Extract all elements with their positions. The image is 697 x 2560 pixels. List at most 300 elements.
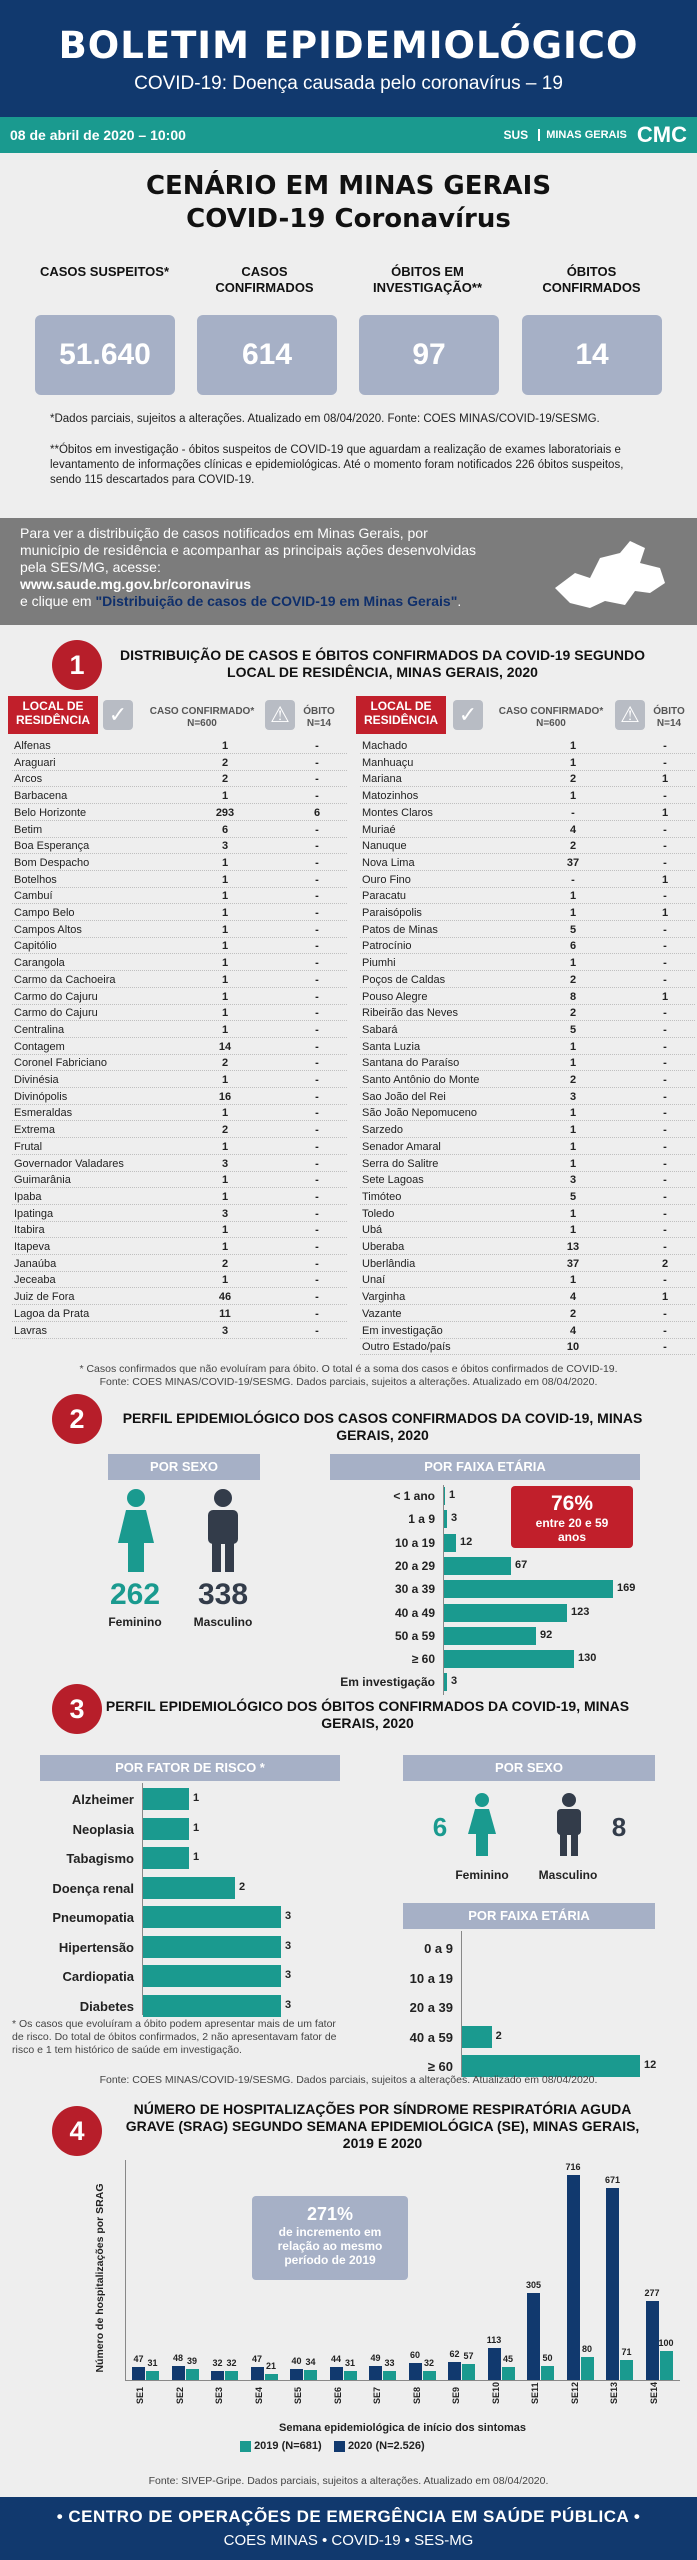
bar-value: 716: [565, 2162, 581, 2172]
row-deaths: -: [315, 907, 319, 919]
header: [0, 0, 697, 117]
row-deaths: -: [315, 840, 319, 853]
row-municipality: Mariana: [362, 773, 402, 786]
row-deaths: -: [315, 1257, 319, 1270]
row-municipality: Itapeva: [14, 1241, 51, 1253]
table-row: [12, 873, 347, 888]
bar: [211, 2371, 224, 2380]
section-1-number: 1: [52, 640, 102, 690]
section-1-title: DISTRIBUIÇÃO DE CASOS E ÓBITOS CONFIRMADOS DA COVID-19 SEGUNDO LOCAL DE RESIDÊNCIA, MINAS GERAIS, 2020: [119, 647, 646, 680]
row-deaths: -: [315, 890, 319, 903]
row-municipality: Alfenas: [14, 740, 51, 752]
bar-value: 12: [460, 1535, 473, 1548]
row-municipality: Divinópolis: [14, 1090, 68, 1103]
table-row: [12, 1207, 347, 1222]
bar-value: 305: [525, 2279, 542, 2290]
bar: [581, 2357, 594, 2380]
row-deaths: 6: [313, 806, 321, 819]
table-row: [12, 1190, 347, 1205]
row-cases: 1: [221, 990, 229, 1003]
row-cases: 1: [221, 940, 229, 953]
sec4-legend: [240, 2440, 560, 2452]
row-cases: 3: [569, 1090, 577, 1103]
sus-logo: SUS: [503, 128, 529, 142]
row-cases: 1: [221, 873, 229, 886]
tick-label: SE10: [490, 2381, 501, 2404]
table-row: [12, 1290, 347, 1305]
row-cases: 3: [221, 1207, 229, 1220]
table-right-header-local: LOCAL DE RESIDÊNCIA: [356, 696, 446, 734]
row-municipality: Carmo do Cajuru: [14, 1007, 98, 1020]
sec2-female-count: 262: [109, 1578, 161, 1611]
bar: [143, 1847, 189, 1869]
sec3-risk-title: POR FATOR DE RISCO *: [40, 1755, 340, 1781]
bar: [444, 1534, 456, 1552]
row-deaths: -: [315, 756, 319, 769]
row-deaths: -: [663, 1124, 667, 1137]
row-municipality: Toledo: [362, 1207, 395, 1220]
row-municipality: Paracatu: [362, 890, 407, 903]
row-municipality: Sabará: [362, 1023, 398, 1036]
row-deaths: -: [315, 1007, 319, 1020]
bar: [444, 1604, 567, 1622]
row-municipality: Cambuí: [14, 890, 53, 903]
row-cases: 6: [221, 823, 229, 836]
row-municipality: Boa Esperança: [14, 840, 90, 853]
row-cases: 2: [569, 840, 577, 853]
row-deaths: -: [315, 940, 319, 953]
table-row: [360, 1207, 695, 1222]
row-cases: 2: [221, 1124, 229, 1137]
bar: [444, 1580, 613, 1598]
row-deaths: -: [663, 1224, 667, 1237]
row-municipality: Ribeirão das Neves: [362, 1007, 458, 1020]
bar: [462, 2364, 475, 2380]
sec2-female-label: Feminino: [108, 1615, 162, 1629]
bar: [444, 1673, 447, 1691]
sec3-source: Fonte: COES MINAS/COVID-19/SESMG. Dados parciais, sujeitos a alterações. Atualizado em 08/04/2020.: [99, 2074, 598, 2086]
table-row: [360, 1006, 695, 1021]
bar: [330, 2367, 343, 2380]
row-cases: 37: [566, 856, 580, 869]
bar-value: 71: [621, 2346, 632, 2357]
female-icon: [465, 1792, 499, 1858]
row-deaths: -: [315, 873, 319, 886]
section-3-title: PERFIL EPIDEMIOLÓGICO DOS ÓBITOS CONFIRMADOS DA COVID-19, MINAS GERAIS, 2020: [105, 1698, 630, 1731]
row-municipality: Capitólio: [14, 940, 57, 953]
section-1-source: Fonte: COES MINAS/COVID-19/SESMG. Dados parciais, sujeitos a alterações. Atualizado em 08/04/2020.: [99, 1376, 598, 1388]
table-row: [360, 973, 695, 988]
row-municipality: Divinésia: [14, 1074, 59, 1086]
row-deaths: -: [315, 1040, 319, 1053]
row-municipality: Barbacena: [14, 790, 68, 803]
row-municipality: Ouro Fino: [362, 873, 411, 886]
bar: [444, 1487, 445, 1505]
row-deaths: -: [663, 1174, 667, 1187]
table-row: [360, 1090, 695, 1105]
bar: [541, 2366, 554, 2380]
table-row: [12, 856, 347, 871]
bar: [290, 2369, 303, 2380]
bar-label: 40 a 59: [409, 2029, 453, 2045]
table-row: [360, 1056, 695, 1071]
row-deaths: -: [315, 1324, 319, 1337]
row-cases: 1: [569, 1207, 577, 1220]
bar-value: 1: [193, 1792, 200, 1804]
bar-label: Alzheimer: [71, 1792, 134, 1807]
row-cases: 1: [569, 1057, 577, 1070]
row-deaths: -: [663, 740, 667, 752]
bar-label: Pneumopatia: [52, 1910, 134, 1925]
stat-label-deaths-confirmed: ÓBITOS CONFIRMADOS: [542, 264, 641, 295]
table-row: [12, 923, 347, 938]
row-municipality: Lagoa da Prata: [14, 1307, 90, 1320]
bar-label: ≥ 60: [427, 2059, 453, 2074]
minas-gerais-map-icon: [545, 533, 675, 613]
row-deaths: -: [315, 1174, 319, 1187]
row-municipality: São João Nepomuceno: [362, 1107, 477, 1120]
row-municipality: Varginha: [362, 1291, 406, 1304]
bar: [143, 1906, 281, 1928]
row-municipality: Santana do Paraíso: [362, 1057, 460, 1070]
legend-label-2019: 2019 (N=681): [254, 2440, 322, 2452]
row-cases: 1: [221, 1007, 229, 1020]
table-row: [12, 1240, 347, 1255]
section-3-number: 3: [52, 1684, 102, 1734]
row-municipality: Machado: [362, 740, 408, 752]
row-municipality: Santo Antônio do Monte: [362, 1074, 480, 1086]
row-cases: 1: [569, 957, 577, 970]
row-municipality: Ipaba: [14, 1190, 42, 1203]
bar: [143, 1818, 189, 1840]
sec2-age-callout: [511, 1486, 633, 1548]
bar-value: 32: [423, 2357, 434, 2368]
table-right-header-cases: CASO CONFIRMADO* N=600: [498, 706, 604, 729]
male-icon: [552, 1792, 586, 1858]
row-deaths: -: [663, 890, 667, 903]
table-row: [12, 889, 347, 904]
row-cases: 3: [221, 840, 229, 853]
bar: [502, 2367, 515, 2380]
table-row: [12, 1073, 347, 1088]
bar-value: 92: [540, 1628, 553, 1641]
row-cases: 1: [221, 1023, 229, 1036]
row-municipality: Belo Horizonte: [14, 806, 87, 819]
bar-value: 45: [502, 2354, 513, 2365]
table-row: [360, 873, 695, 888]
table-row: [12, 1056, 347, 1071]
row-municipality: Nova Lima: [362, 856, 415, 869]
row-municipality: Senador Amaral: [362, 1140, 441, 1153]
table-row: [12, 756, 347, 771]
row-cases: 4: [569, 1291, 577, 1304]
row-cases: 1: [221, 890, 229, 903]
row-cases: 1: [221, 740, 229, 752]
table-row: [12, 939, 347, 954]
row-deaths: -: [663, 1307, 667, 1320]
bar-value: 3: [451, 1675, 458, 1688]
bar-label: 40 a 49: [394, 1605, 435, 1620]
banner-cta-link[interactable]: "Distribuição de casos de COVID-19 em Minas Gerais": [95, 593, 458, 609]
section-4-title: NÚMERO DE HOSPITALIZAÇÕES POR SÍNDROME RESPIRATÓRIA AGUDA GRAVE (SRAG) SEGUNDO SEMANA EPIDEMIOLÓGICA (SE), MINAS GERAIS, 2019 E 2020: [125, 2101, 640, 2151]
row-municipality: Juiz de Fora: [14, 1291, 75, 1304]
row-cases: 2: [569, 973, 577, 986]
row-cases: 11: [219, 1307, 231, 1320]
table-row: [360, 839, 695, 854]
table-row: [360, 789, 695, 804]
row-municipality: Ipatinga: [14, 1207, 54, 1220]
row-deaths: -: [663, 1190, 667, 1203]
row-deaths: 1: [661, 990, 669, 1003]
table-row: [360, 772, 695, 787]
bar-value: 113: [486, 2334, 502, 2345]
row-deaths: 1: [661, 1291, 669, 1304]
row-municipality: Sete Lagoas: [362, 1174, 424, 1187]
row-cases: -: [571, 806, 575, 819]
bar: [444, 1650, 574, 1668]
table-row: [12, 739, 347, 754]
row-deaths: -: [315, 856, 319, 869]
row-deaths: -: [315, 1307, 319, 1320]
table-left-header-local: LOCAL DE RESIDÊNCIA: [8, 696, 98, 734]
bar-label: Hipertensão: [58, 1939, 134, 1955]
sec3-female-label: Feminino: [455, 1868, 509, 1882]
footer: [0, 2497, 697, 2560]
bar-value: 47: [133, 2353, 144, 2364]
bar-value: 80: [581, 2344, 592, 2355]
row-municipality: Timóteo: [362, 1190, 402, 1203]
row-deaths: -: [315, 1274, 319, 1287]
row-cases: 1: [221, 973, 229, 986]
bar: [146, 2371, 159, 2380]
callout-text: entre 20 e 59 anos: [535, 1516, 609, 1544]
row-cases: 14: [218, 1040, 232, 1053]
sec3-female-count: 6: [432, 1812, 448, 1842]
row-cases: 293: [215, 806, 235, 819]
table-row: [360, 906, 695, 921]
row-municipality: Campo Belo: [14, 907, 75, 919]
bar-label: 10 a 19: [394, 1535, 435, 1550]
row-deaths: -: [315, 1107, 319, 1120]
bar-value: 3: [451, 1512, 458, 1525]
bar-value: 62: [449, 2349, 460, 2360]
table-row: [360, 1023, 695, 1038]
row-deaths: -: [315, 1090, 319, 1103]
tick-label: SE1: [135, 2386, 145, 2404]
table-row: [12, 1324, 347, 1339]
row-municipality: Serra do Salitre: [362, 1157, 439, 1170]
row-municipality: Sarzedo: [362, 1124, 403, 1137]
bar-value: 48: [172, 2353, 183, 2364]
stat-value-confirmed: 614: [197, 315, 337, 395]
table-row: [360, 856, 695, 871]
row-cases: 5: [569, 923, 577, 936]
row-municipality: Betim: [14, 823, 43, 836]
row-deaths: -: [663, 1107, 667, 1120]
stat-value-deaths-confirmed: 14: [522, 315, 662, 395]
stat-label-confirmed: CASOS CONFIRMADOS: [215, 264, 314, 295]
row-deaths: -: [663, 840, 667, 853]
callout-percent: 271%: [306, 2204, 354, 2224]
row-deaths: -: [663, 957, 667, 970]
table-row: [12, 1023, 347, 1038]
table-row: [360, 990, 695, 1005]
section-1-footnote: * Casos confirmados que não evoluíram para óbito. O total é a soma dos casos e óbitos confirmados de COVID-19.: [79, 1363, 618, 1375]
bar-value: 44: [330, 2354, 341, 2365]
table-row: [360, 956, 695, 971]
row-cases: 16: [218, 1090, 232, 1103]
bar: [423, 2371, 436, 2380]
bar-value: 1: [449, 1489, 456, 1501]
row-municipality: Pouso Alegre: [362, 990, 428, 1003]
sec2-male-label: Masculino: [193, 1615, 253, 1629]
table-row: [360, 1340, 695, 1355]
bar: [251, 2367, 264, 2380]
female-icon: [113, 1488, 159, 1574]
row-municipality: Sao João del Rei: [362, 1090, 446, 1103]
row-cases: 6: [569, 940, 577, 953]
row-municipality: Arcos: [14, 773, 43, 786]
bar-value: 57: [463, 2350, 474, 2361]
bar: [488, 2348, 501, 2380]
minas-gerais-logo: MINAS GERAIS: [538, 129, 627, 141]
bar-label: 1 a 9: [408, 1512, 435, 1527]
table-row: [12, 1273, 347, 1288]
bar-label: Doença renal: [52, 1880, 134, 1896]
bar-label: Cardiopatia: [62, 1969, 134, 1984]
table-row: [360, 1257, 695, 1272]
sec3-note: * Os casos que evoluíram a óbito podem apresentar mais de um fator de risco. Do total de óbitos confirmados, 2 não apresentavam fator de risco e 1 tem histórico de saúde em investigação.: [12, 2018, 337, 2056]
table-row: [12, 1140, 347, 1155]
scenario-title-2: COVID-19 Coronavírus: [186, 204, 511, 234]
table-row: [360, 806, 695, 821]
check-icon: ✓: [103, 700, 133, 730]
bar-value: 31: [147, 2358, 158, 2369]
row-municipality: Santa Luzia: [362, 1040, 421, 1053]
row-deaths: -: [663, 1057, 667, 1070]
sec4-xlabel: Semana epidemiológica de início dos sintomas: [279, 2422, 526, 2434]
table-row: [360, 1157, 695, 1172]
row-municipality: Outro Estado/país: [362, 1341, 451, 1354]
row-cases: 10: [566, 1341, 580, 1354]
bar-value: 1: [193, 1851, 200, 1863]
row-cases: 5: [569, 1023, 577, 1036]
bar-label: Neoplasia: [72, 1821, 134, 1837]
bar-value: 3: [285, 1939, 292, 1952]
tick-label: SE5: [293, 2386, 303, 2404]
cmc-logo: CMC: [636, 122, 687, 147]
row-deaths: -: [663, 856, 667, 869]
table-row: [12, 1006, 347, 1021]
row-municipality: Carangola: [14, 957, 65, 970]
row-deaths: -: [315, 1140, 319, 1153]
row-municipality: Coronel Fabriciano: [14, 1057, 107, 1070]
bar-value: 123: [571, 1605, 590, 1618]
table-row: [360, 1273, 695, 1288]
sec3-male-label: Masculino: [538, 1868, 598, 1882]
info-banner: [0, 518, 697, 625]
check-icon: ✓: [453, 700, 483, 730]
table-row: [12, 1223, 347, 1238]
bar: [132, 2367, 145, 2380]
bar-label: 10 a 19: [409, 1970, 453, 1986]
bar-value: 130: [578, 1652, 597, 1665]
bar: [527, 2293, 540, 2380]
row-cases: 5: [569, 1190, 577, 1203]
bar-value: 47: [251, 2353, 262, 2364]
row-cases: 1: [221, 1140, 229, 1153]
bar-value: 39: [186, 2355, 197, 2366]
table-row: [12, 1173, 347, 1188]
row-cases: 1: [221, 1190, 229, 1203]
banner-url[interactable]: www.saude.mg.gov.br/coronavirus: [20, 576, 252, 592]
bar-value: 32: [212, 2357, 223, 2368]
scenario-title: [0, 170, 697, 236]
row-municipality: Lavras: [14, 1324, 48, 1337]
bar-label: < 1 ano: [393, 1489, 435, 1503]
bar: [186, 2369, 199, 2380]
row-deaths: -: [663, 1007, 667, 1020]
row-deaths: -: [315, 740, 319, 752]
bar-label: Em investigação: [340, 1675, 435, 1690]
table-row: [12, 1123, 347, 1138]
table-right-header-deaths: ÓBITO N=14: [653, 706, 685, 729]
warning-icon: ⚠: [615, 700, 645, 730]
row-cases: 1: [569, 890, 577, 903]
tick-label: SE14: [648, 2381, 659, 2404]
bar-value: 60: [409, 2349, 420, 2360]
row-municipality: Em investigação: [362, 1324, 443, 1337]
bar: [567, 2175, 580, 2380]
row-deaths: -: [315, 1157, 319, 1170]
row-municipality: Ubá: [362, 1224, 383, 1237]
table-row: [12, 990, 347, 1005]
row-cases: 37: [566, 1257, 580, 1270]
row-municipality: Unaí: [362, 1274, 386, 1287]
legend-swatch-2019: [240, 2441, 251, 2452]
bar-value: 2: [239, 1880, 246, 1893]
bar-label: Tabagismo: [66, 1851, 134, 1866]
table-row: [12, 1090, 347, 1105]
tick-label: SE7: [372, 2386, 382, 2404]
bar: [444, 1510, 447, 1528]
row-cases: 1: [221, 1241, 229, 1253]
row-deaths: -: [663, 756, 667, 769]
row-cases: 1: [569, 756, 577, 769]
bar-value: 3: [285, 1969, 292, 1981]
table-row: [360, 1140, 695, 1155]
row-cases: 1: [569, 1224, 577, 1237]
stat-label-suspected: CASOS SUSPEITOS*: [39, 264, 170, 279]
row-deaths: -: [315, 773, 319, 786]
row-deaths: -: [315, 973, 319, 986]
bar: [409, 2363, 422, 2380]
bar-value: 67: [515, 1558, 528, 1571]
section-2-title: PERFIL EPIDEMIOLÓGICO DOS CASOS CONFIRMADOS DA COVID-19, MINAS GERAIS, 2020: [122, 1410, 643, 1443]
row-municipality: Bom Despacho: [14, 856, 90, 869]
bar-label: 20 a 29: [394, 1558, 435, 1573]
bar: [448, 2362, 461, 2380]
table-row: [360, 1324, 695, 1339]
bulletin-title: BOLETIM EPIDEMIOLÓGICO: [58, 24, 639, 67]
bar-value: 34: [305, 2357, 316, 2368]
row-municipality: Paraisópolis: [362, 907, 422, 919]
bulletin-date: 08 de abril de 2020 – 10:00: [10, 127, 186, 143]
bar-value: 3: [285, 1910, 292, 1922]
row-deaths: -: [663, 1074, 667, 1086]
sec4-source: Fonte: SIVEP-Gripe. Dados parciais, sujeitos a alterações. Atualizado em 08/04/2020.: [148, 2475, 549, 2487]
row-deaths: -: [663, 1241, 667, 1253]
